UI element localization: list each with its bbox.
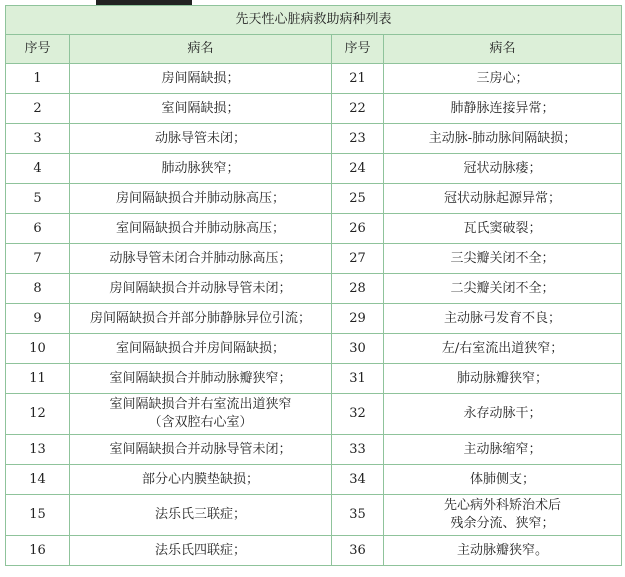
right-name: 主动脉瓣狭窄。 (384, 536, 622, 566)
left-no: 4 (6, 154, 70, 184)
left-name: 房间隔缺损合并动脉导管未闭； (70, 274, 332, 304)
right-name: 二尖瓣关闭不全； (384, 274, 622, 304)
table-row (6, 64, 622, 94)
right-no: 26 (332, 214, 384, 244)
right-no: 30 (332, 334, 384, 364)
right-no: 25 (332, 184, 384, 214)
table-row (6, 244, 622, 274)
right-no: 28 (332, 274, 384, 304)
right-name: 冠状动脉瘘； (384, 154, 622, 184)
right-no: 27 (332, 244, 384, 274)
left-name: 部分心内膜垫缺损； (70, 465, 332, 495)
left-name: 动脉导管未闭； (70, 124, 332, 154)
right-name: 体肺侧支； (384, 465, 622, 495)
left-name: 室间隔缺损合并房间隔缺损； (70, 334, 332, 364)
right-name-line-2: 残余分流、狭窄； (450, 516, 555, 531)
right-no: 29 (332, 304, 384, 334)
right-no: 24 (332, 154, 384, 184)
table-row (6, 334, 622, 364)
left-no: 9 (6, 304, 70, 334)
left-name: 室间隔缺损合并肺动脉高压； (70, 214, 332, 244)
table-row (6, 495, 622, 536)
right-no: 34 (332, 465, 384, 495)
right-no: 22 (332, 94, 384, 124)
right-no: 31 (332, 364, 384, 394)
left-no: 1 (6, 64, 70, 94)
left-name: 房间隔缺损合并部分肺静脉异位引流； (70, 304, 332, 334)
left-name: 室间隔缺损合并肺动脉瓣狭窄； (70, 364, 332, 394)
right-name: 瓦氏窦破裂； (384, 214, 622, 244)
table-row (6, 465, 622, 495)
right-name: 主动脉弓发育不良； (384, 304, 622, 334)
left-no: 8 (6, 274, 70, 304)
left-no: 6 (6, 214, 70, 244)
left-no: 3 (6, 124, 70, 154)
left-name: 室间隔缺损合并动脉导管未闭； (70, 435, 332, 465)
left-no: 12 (6, 394, 70, 435)
left-name-line-2: （含双腔右心室） (148, 415, 253, 430)
header-right-name: 病名 (384, 35, 622, 64)
table-title-row (6, 6, 622, 35)
disease-list-table (5, 5, 622, 566)
table-row (6, 435, 622, 465)
table-header-row (6, 35, 622, 64)
left-name: 房间隔缺损合并肺动脉高压； (70, 184, 332, 214)
table-title: 先天性心脏病救助病种列表 (6, 6, 622, 35)
table-row (6, 124, 622, 154)
table-row (6, 184, 622, 214)
left-no: 14 (6, 465, 70, 495)
right-name: 永存动脉干； (384, 394, 622, 435)
right-name: 主动脉-肺动脉间隔缺损； (384, 124, 622, 154)
left-name: 法乐氏三联症； (70, 495, 332, 536)
table-row (6, 536, 622, 566)
left-no: 13 (6, 435, 70, 465)
right-name: 三尖瓣关闭不全； (384, 244, 622, 274)
right-name: 三房心； (384, 64, 622, 94)
left-no: 10 (6, 334, 70, 364)
left-no: 5 (6, 184, 70, 214)
left-no: 11 (6, 364, 70, 394)
right-no: 35 (332, 495, 384, 536)
right-no: 32 (332, 394, 384, 435)
table-row (6, 154, 622, 184)
right-name: 左/右室流出道狭窄； (384, 334, 622, 364)
right-no: 33 (332, 435, 384, 465)
right-no: 36 (332, 536, 384, 566)
left-name: 动脉导管未闭合并肺动脉高压； (70, 244, 332, 274)
right-no: 23 (332, 124, 384, 154)
table-row (6, 94, 622, 124)
left-no: 16 (6, 536, 70, 566)
table-row (6, 304, 622, 334)
right-name: 冠状动脉起源异常； (384, 184, 622, 214)
table-row (6, 274, 622, 304)
left-no: 15 (6, 495, 70, 536)
table-row (6, 394, 622, 435)
table-row (6, 214, 622, 244)
right-no: 21 (332, 64, 384, 94)
header-left-name: 病名 (70, 35, 332, 64)
right-name (384, 495, 622, 536)
header-right-no: 序号 (332, 35, 384, 64)
left-name: 法乐氏四联症； (70, 536, 332, 566)
table-row (6, 364, 622, 394)
left-no: 7 (6, 244, 70, 274)
right-name-line-1: 先心病外科矫治术后 (444, 498, 562, 513)
right-name: 肺动脉瓣狭窄； (384, 364, 622, 394)
left-name (70, 394, 332, 435)
header-left-no: 序号 (6, 35, 70, 64)
left-name-line-1: 室间隔缺损合并右室流出道狭窄 (109, 397, 292, 412)
right-name: 主动脉缩窄； (384, 435, 622, 465)
right-name: 肺静脉连接异常； (384, 94, 622, 124)
left-name: 室间隔缺损； (70, 94, 332, 124)
left-no: 2 (6, 94, 70, 124)
left-name: 房间隔缺损； (70, 64, 332, 94)
left-name: 肺动脉狭窄； (70, 154, 332, 184)
